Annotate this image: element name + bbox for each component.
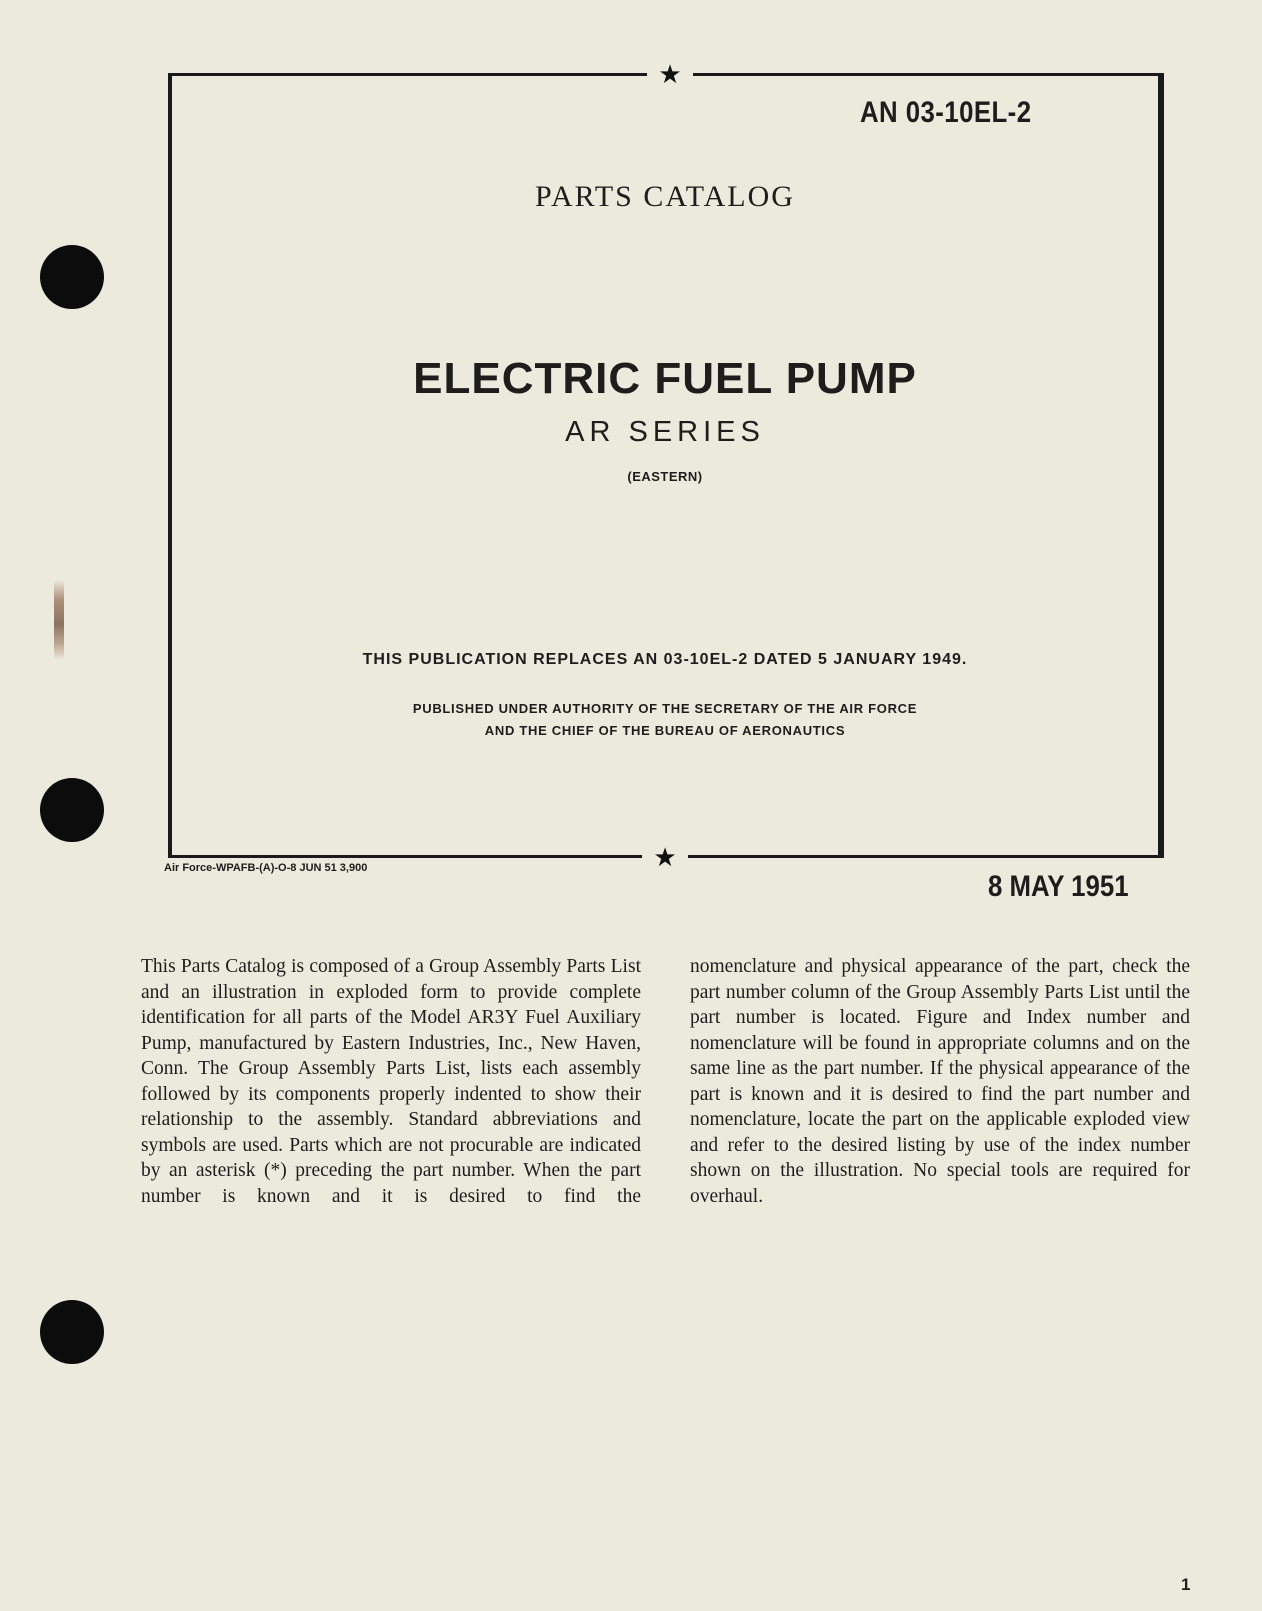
authority-block bbox=[0, 698, 1262, 742]
punch-hole-bottom bbox=[40, 1300, 104, 1364]
star-icon-top: ★ bbox=[647, 62, 693, 88]
series-label: AR SERIES bbox=[565, 416, 765, 448]
star-icon-bottom: ★ bbox=[642, 845, 688, 871]
page-number: 1 bbox=[1181, 1575, 1191, 1594]
body-paragraph-left: This Parts Catalog is composed of a Group Assembly Parts List and an illustration in exploded form to provide complete identification for all parts of the Model AR3Y Fuel Auxiliary Pump, manufactured by Eastern Industries, Inc., New Haven, Conn. The Group Assembly Parts List, lists each assembly followed by its components properly indented to show their relationship to the assembly. Standard abbreviations and symbols are used. Parts which are not procurable are indicated by an asterisk (*) preceding the part number. When the part number is known and it is desired to find the bbox=[141, 956, 641, 1207]
catalog-label: PARTS CATALOG bbox=[535, 180, 795, 213]
body-column-right bbox=[690, 954, 1190, 1209]
punch-hole-top bbox=[40, 245, 104, 309]
print-code: Air Force-WPAFB-(A)-O-8 JUN 51 3,900 bbox=[164, 862, 368, 874]
authority-line-1: PUBLISHED UNDER AUTHORITY OF THE SECRETARY OF THE AIR FORCE bbox=[412, 701, 918, 716]
authority-line-2: AND THE CHIEF OF THE BUREAU OF AERONAUTICS bbox=[484, 723, 846, 738]
body-paragraph-right: nomenclature and physical appearance of the part, check the part number column of the Group Assembly Parts List until the part number is located. Figure and Index number and nomenclature will be found in appropriate columns and on the same line as the part number. If the physical appearance of the part is known and it is desired to find the part number and nomenclature, locate the part on the applicable exploded view and refer to the desired listing by use of the index number shown on the illustration. No special tools are required for overhaul. bbox=[690, 956, 1190, 1207]
paper-stain bbox=[54, 580, 64, 660]
manufacturer-note: (EASTERN) bbox=[627, 469, 703, 484]
body-column-left bbox=[141, 954, 641, 1209]
punch-hole-middle bbox=[40, 778, 104, 842]
document-title: ELECTRIC FUEL PUMP bbox=[413, 354, 917, 403]
publication-date: 8 MAY 1951 bbox=[988, 870, 1129, 903]
replaces-notice: THIS PUBLICATION REPLACES AN 03-10EL-2 DATED 5 JANUARY 1949. bbox=[362, 651, 968, 668]
document-number: AN 03-10EL-2 bbox=[860, 96, 1032, 129]
